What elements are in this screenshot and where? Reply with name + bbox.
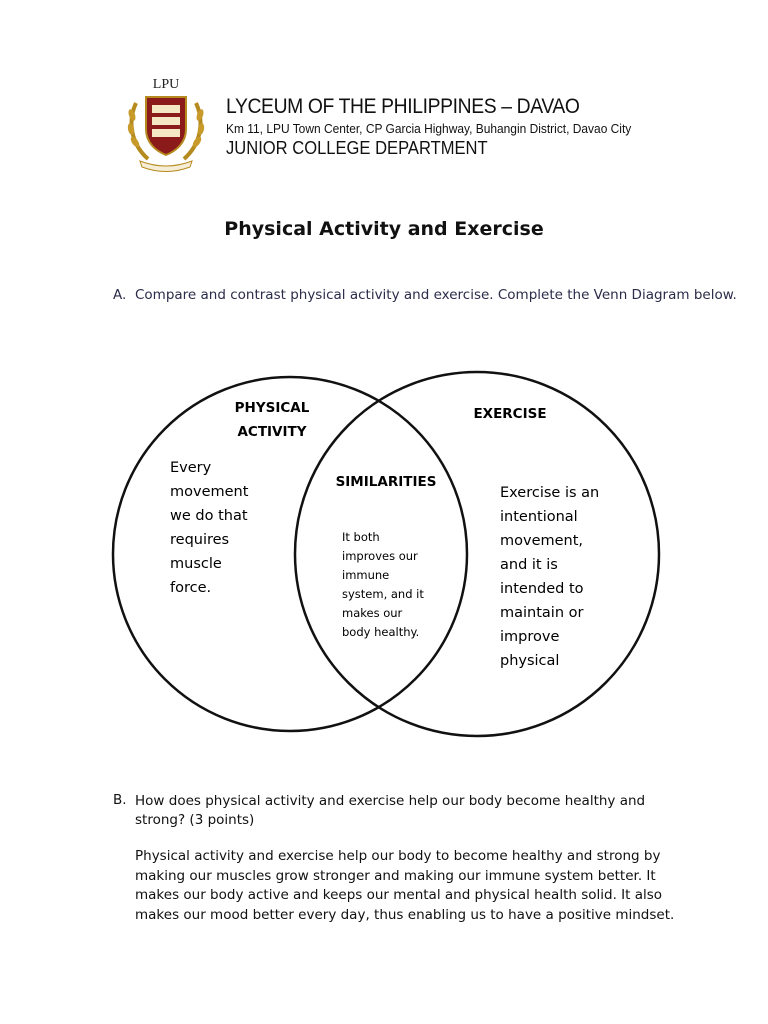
venn-center-text bbox=[342, 530, 424, 639]
right-line: intended to bbox=[500, 581, 584, 597]
left-line: muscle bbox=[170, 556, 222, 572]
right-line: maintain or bbox=[500, 605, 584, 621]
center-line: It both bbox=[342, 530, 380, 544]
right-line: and it is bbox=[500, 557, 558, 573]
left-line: force. bbox=[170, 580, 212, 596]
center-line: makes our bbox=[342, 606, 403, 620]
right-line: intentional bbox=[500, 509, 578, 525]
right-line: Exercise is an bbox=[500, 485, 600, 501]
left-line: we do that bbox=[170, 508, 248, 524]
question-a-letter: A. bbox=[113, 287, 127, 303]
left-line: Every bbox=[170, 460, 212, 476]
center-line: body healthy. bbox=[342, 625, 420, 639]
right-line: improve bbox=[500, 629, 560, 645]
left-line: movement bbox=[170, 484, 249, 500]
svg-text:LPU: LPU bbox=[152, 77, 180, 92]
page-title: Physical Activity and Exercise bbox=[224, 218, 544, 240]
center-line: improves our bbox=[342, 549, 418, 563]
right-line: physical bbox=[500, 653, 560, 669]
venn-center-title: SIMILARITIES bbox=[335, 474, 437, 490]
question-b-answer: Physical activity and exercise help our body to become healthy and strong by making our muscles grow stronger and making our immune system better. It makes our body active and keeps our mental and physical health solid. It also makes our mood better every day, thus enabling us to have a positive mindset. bbox=[135, 848, 675, 923]
question-a-text: Compare and contrast physical activity and exercise. Complete the Venn Diagram below. bbox=[135, 287, 737, 303]
question-b-letter: B. bbox=[113, 792, 127, 808]
venn-right-text bbox=[500, 485, 599, 669]
venn-right-title: EXERCISE bbox=[473, 406, 547, 422]
right-line: movement, bbox=[500, 533, 584, 549]
left-line: requires bbox=[170, 532, 230, 548]
school-address: Km 11, LPU Town Center, CP Garcia Highway, Buhangin District, Davao City bbox=[226, 121, 632, 136]
venn-left-title-line1: PHYSICAL bbox=[234, 400, 310, 416]
venn-left-title-line2: ACTIVITY bbox=[237, 424, 307, 440]
center-line: immune bbox=[342, 568, 390, 582]
school-name: LYCEUM OF THE PHILIPPINES – DAVAO bbox=[226, 95, 580, 118]
question-b-text: How does physical activity and exercise help our body become healthy and strong? (3 points) bbox=[135, 793, 646, 828]
venn-diagram bbox=[92, 358, 682, 750]
department-name: JUNIOR COLLEGE DEPARTMENT bbox=[226, 138, 488, 158]
center-line: system, and it bbox=[342, 587, 424, 601]
school-seal-logo bbox=[122, 75, 210, 175]
venn-left-text bbox=[170, 460, 249, 596]
